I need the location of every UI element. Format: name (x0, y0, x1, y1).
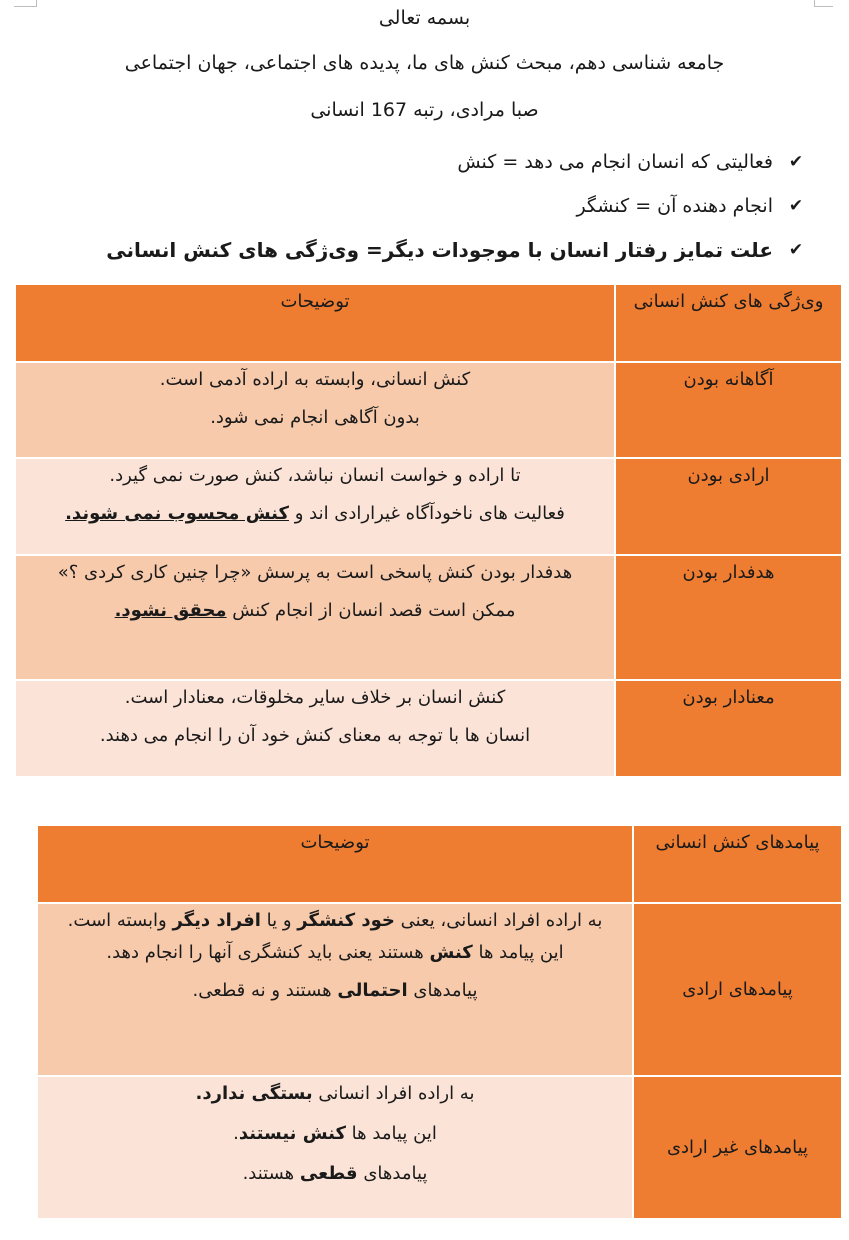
table-row (16, 680, 841, 776)
desc-line: انسان ها با توجه به معنای کنش خود آن را انجام می دهند. (99, 725, 531, 746)
desc-line (22, 501, 608, 527)
desc-text: فعالیت های ناخودآگاه غیرارادی اند و (288, 503, 565, 524)
emphasis-text: بستگی ندارد. (195, 1083, 313, 1104)
column-header-consequence: پیامدهای کنش انسانی (633, 826, 841, 903)
desc-line (44, 1121, 626, 1147)
bullet-text: علت تمایز رفتار انسان با موجودات دیگر= وی‌ژگی های کنش انسانی (106, 238, 773, 262)
check-icon: ✔ (788, 240, 804, 260)
consequence-name: پیامدهای ارادی (633, 903, 841, 1076)
desc-text: هستند و نه قطعی. (192, 980, 338, 1001)
desc-line: هدفدار بودن کنش پاسخی است به پرسش «چرا چنین کاری کردی ؟» (57, 562, 573, 583)
consequence-description (38, 903, 633, 1076)
consequence-name: پیامدهای غیر ارادی (633, 1076, 841, 1218)
heading-subject: جامعه شناسی دهم، مبحث کنش های ما، پدیده های اجتماعی، جهان اجتماعی (124, 52, 725, 74)
bullet-item (106, 140, 809, 184)
feature-description (16, 458, 615, 555)
heading-basmala: بسمه تعالی (378, 7, 471, 29)
emphasis-text: افراد دیگر (172, 910, 261, 931)
emphasis-text: کنش محسوب نمی شوند. (65, 503, 289, 524)
check-icon: ✔ (788, 196, 804, 216)
desc-line (44, 1161, 626, 1187)
bullet-text: فعالیتی که انسان انجام می دهد = کنش (457, 151, 773, 173)
emphasis-text: کنش (429, 942, 473, 963)
bullet-item (106, 184, 809, 228)
desc-line: تا اراده و خواست انسان نباشد، کنش صورت نمی گیرد. (109, 465, 521, 486)
bullet-text: انجام دهنده آن = کنشگر (576, 195, 773, 217)
desc-text: هستند یعنی باید کنشگری آنها را انجام دهد. (106, 942, 430, 963)
feature-name: آگاهانه بودن (615, 362, 841, 458)
desc-text: پیامدهای (357, 1163, 428, 1184)
desc-line: کنش انسانی، وابسته به اراده آدمی است. (159, 369, 471, 390)
features-table (16, 285, 841, 776)
table-row (38, 903, 841, 1076)
desc-line (44, 978, 626, 1004)
desc-line (44, 1081, 626, 1107)
desc-line (22, 598, 608, 624)
table-row (38, 1076, 841, 1218)
desc-text: و یا (260, 910, 298, 931)
desc-line (44, 908, 626, 934)
heading-author: صبا مرادی، رتبه 167 انسانی (310, 99, 539, 121)
column-header-description: توضیحات (38, 826, 633, 903)
emphasis-text: قطعی (299, 1163, 358, 1184)
table-row (16, 458, 841, 555)
desc-text: این پیامد ها (345, 1123, 437, 1144)
desc-text: ممکن است قصد انسان از انجام کنش (226, 600, 516, 621)
desc-line: بدون آگاهی انجام نمی شود. (210, 407, 420, 428)
desc-text: این پیامد ها (472, 942, 564, 963)
desc-text: . (233, 1123, 239, 1144)
emphasis-text: خود کنشگر (297, 910, 395, 931)
feature-name: هدفدار بودن (615, 555, 841, 680)
emphasis-text: احتمالی (337, 980, 408, 1001)
desc-text: به اراده افراد انسانی (312, 1083, 475, 1104)
column-header-description: توضیحات (16, 285, 615, 362)
desc-text: پیامدهای (407, 980, 478, 1001)
feature-description (16, 362, 615, 458)
desc-text: به اراده افراد انسانی، یعنی (394, 910, 603, 931)
consequences-table (38, 826, 841, 1218)
emphasis-text: کنش نیستند (238, 1123, 346, 1144)
table-row (16, 362, 841, 458)
feature-description (16, 555, 615, 680)
desc-text: هستند. (242, 1163, 300, 1184)
desc-text: وابسته است. (67, 910, 173, 931)
check-icon: ✔ (788, 152, 804, 172)
desc-line (44, 940, 626, 966)
desc-line: کنش انسان بر خلاف سایر مخلوقات، معنادار است. (124, 687, 506, 708)
bullet-list (106, 140, 809, 272)
feature-name: ارادی بودن (615, 458, 841, 555)
table-row (16, 555, 841, 680)
consequence-description (38, 1076, 633, 1218)
column-header-feature: وی‌ژگی های کنش انسانی (615, 285, 841, 362)
bullet-item (106, 228, 809, 272)
feature-name: معنادار بودن (615, 680, 841, 776)
emphasis-text: محقق نشود. (114, 600, 227, 621)
feature-description (16, 680, 615, 776)
